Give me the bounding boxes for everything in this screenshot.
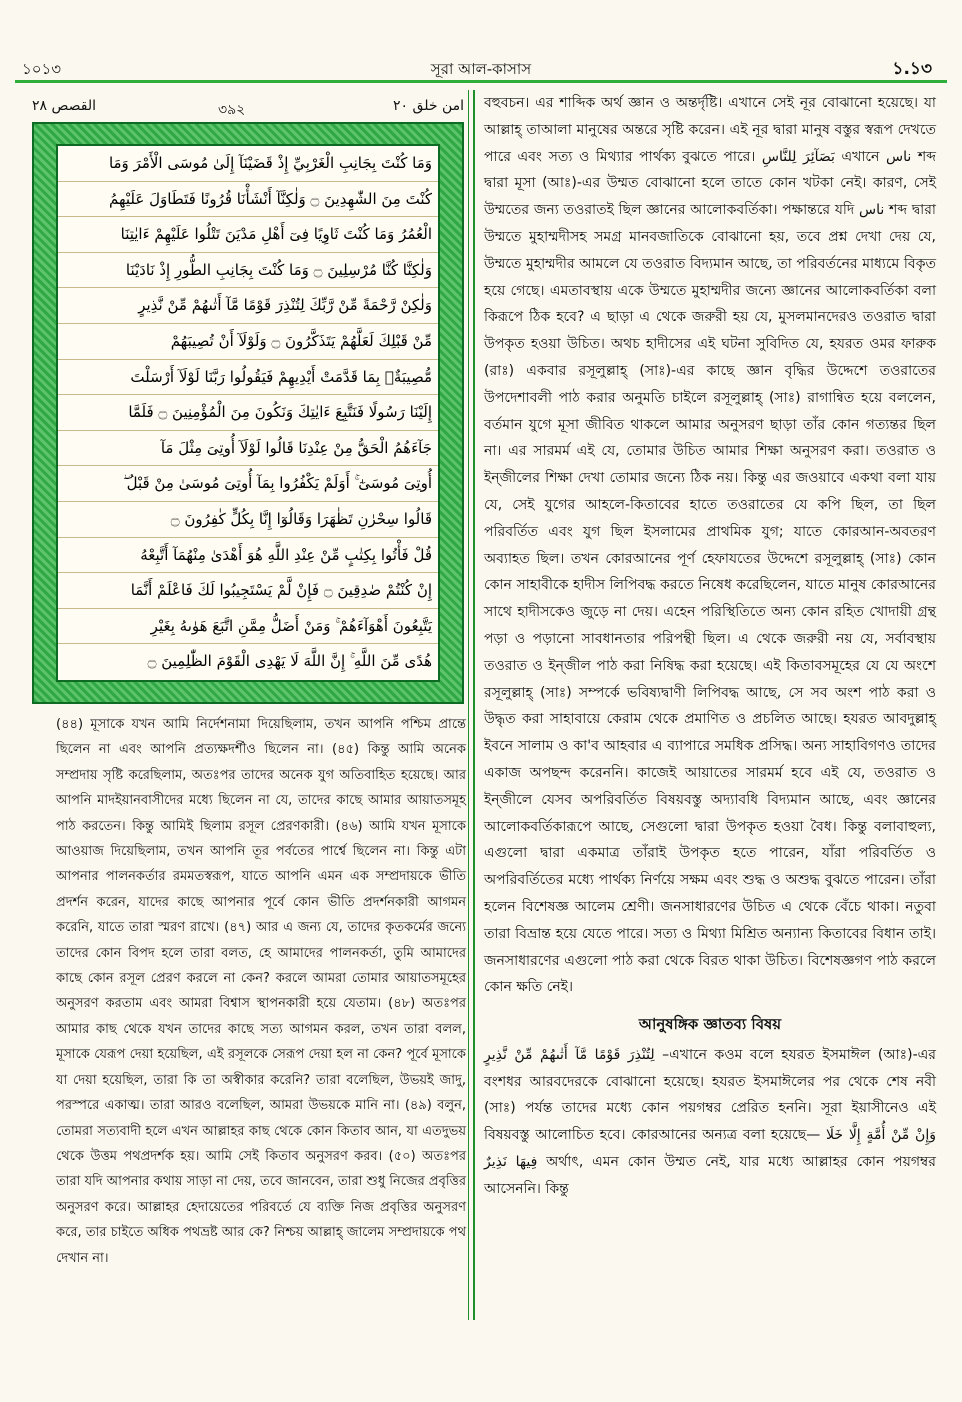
commentary-paragraph-2: لِتُنْذِرَ قَوْمًا مَّآ أَتٰىهُمْ مِّنْ نَّذِيرٍ –এখানে কওম বলে হযরত ইসমাঈল (আঃ)-এর বংশধর আরবদেরকে বোঝানো হয়েছে। হযরত ইসমাঈলের পর থেকে শেষ নবী (সাঃ) পর্যন্ত তাদের মধ্যে কোন পয়গম্বর প্রেরিত হননি। সূরা ইয়াসীনেও এই বিষয়বস্তু আলোচিত হবে। কোরআনের অন্যত্র বলা হয়েছে— وَإِنْ مِّنْ أُمَّةٍ إِلَّا خَلَا فِيهَا نَذِيرٌ অর্থাৎ, এমন কোন উম্মত নেই, যার মধ্যে আল্লাহর কোন পয়গম্বর আসেননি। কিন্তু [484,1046,937,1197]
arabic-line: وَلٰكِنْ رَّحْمَةً مِّنْ رَّبِّكَ لِتُنْذِرَ قَوْمًا مَّآ أَتٰىهُمْ مِّنْ نَّذِيرٍ [58,288,438,324]
arabic-line: يَتَّبِعُونَ أَهْوَآءَهُمْ ۚ وَمَنْ أَضَلُّ مِمَّنِ اتَّبَعَ هَوٰىهُ بِغَيْرِ [58,609,438,645]
arabic-line: قَالُوا سِحْرٰنِ تَظٰهَرَا وَقَالُوٓا إِنَّا بِكُلٍّ كٰفِرُونَ ۝ [58,502,438,538]
mushaf-juz-label: امن خلق ٢٠ [393,98,464,114]
header-divider [15,80,947,83]
arabic-line: وَلٰكِنَّا كُنَّا مُرْسِلِينَ ۝ وَمَا كُنْتَ بِجَانِبِ الطُّورِ إِذْ نَادَيْنَا [58,253,438,289]
arabic-line: أُوتِىَ مُوسَىٰٓ ۚ أَوَلَمْ يَكْفُرُوا بِمَآ أُوتِىَ مُوسَىٰ مِنْ قَبْلُ ۖ [58,466,438,502]
arabic-line: كُنْتَ مِنَ الشّٰهِدِينَ ۝ وَلٰكِنَّآ أَنْشَأْنَا قُرُونًا فَتَطَاوَلَ عَلَيْهِمُ [58,182,438,218]
arabic-line: مُّصِيبَةٌۢ بِمَا قَدَّمَتْ أَيْدِيهِمْ فَيَقُولُوا رَبَّنَا لَوْلَآ أَرْسَلْتَ [58,360,438,396]
page-number-right: ১.১৩ [892,59,932,79]
translation-text [56,712,466,1271]
arabic-line: هُدًى مِّنَ اللَّهِ ۚ إِنَّ اللَّهَ لَا يَهْدِى الْقَوْمَ الظّٰلِمِينَ ۝ [147,652,432,671]
column-divider [473,90,475,1320]
mushaf-header [32,98,464,120]
page-number-left: ১০১৩ [22,60,61,78]
quran-frame [32,122,464,704]
arabic-line: إِلَيْنَا رَسُولًا فَنَتَّبِعَ ءَايٰتِكَ وَنَكُونَ مِنَ الْمُؤْمِنِينَ ۝ فَلَمَّا [58,395,438,431]
mushaf-surah-label: القصص ٢٨ [32,98,97,114]
arabic-line: وَمَا كُنْتَ بِجَانِبِ الْغَرْبِيِّ إِذْ قَضَيْنَآ إِلَىٰ مُوسَى الْأَمْرَ وَمَا [58,146,438,182]
commentary-column [484,90,936,1203]
column-divider-thin [468,90,469,1320]
arabic-line: مِّنْ قَبْلِكَ لَعَلَّهُمْ يَتَذَكَّرُونَ ۝ وَلَوْلَآ أَنْ تُصِيبَهُمْ [58,324,438,360]
page-header [0,0,962,80]
quran-page [56,144,440,682]
arabic-line: جَآءَهُمُ الْحَقُّ مِنْ عِنْدِنَا قَالُوا لَوْلَآ أُوتِىَ مِثْلَ مَآ [58,431,438,467]
commentary-paragraph: বহুবচন। এর শাব্দিক অর্থ জ্ঞান ও অন্তর্দৃষ্টি। এখানে সেই নূর বোঝানো হয়েছে। যা আল্লাহ্ তাআলা মানুষের অন্তরে সৃষ্টি করেন। এই নূর দ্বারা মানুষ বস্তুর স্বরূপ দেখতে পারে এবং সত্য ও মিথ্যার পার্থক্য বুঝতে পারে। بَصَآئِرَ لِلنَّاسِ এখানে ناس শব্দ দ্বারা মূসা (আঃ)-এর উম্মত বোঝানো হলে তাতে কোন খটকা নেই। কারণ, সেই উম্মতের জন্য তওরাতই ছিল জ্ঞানের আলোকবর্তিকা। পক্ষান্তরে যদি ناس শব্দ দ্বারা উম্মতে মুহাম্মদীসহ সমগ্র মানবজাতিকে বোঝানো হয়, তবে প্রশ্ন দেখা দেয় যে, উম্মতে মুহাম্মদীর আমলে যে তওরাত বিদ্যমান আছে, তা পরিবর্তনের মাধ্যমে বিকৃত হয়ে গেছে। এমতাবস্থায় একে উম্মতে মুহাম্মদীর জন্যে জ্ঞানের আলোকবর্তিকা বলা কিরূপে ঠিক হবে? এ ছাড়া এ থেকে জরুরী হয় যে, মুসলমানদেরও তওরাত দ্বারা উপকৃত হওয়া উচিত। অথচ হাদীসের এই ঘটনা সুবিদিত যে, হযরত ওমর ফারুক (রাঃ) একবার রসূলুল্লাহ্ (সাঃ)-এর কাছে জ্ঞান বৃদ্ধির উদ্দেশে তওরাতের উপদেশাবলী পাঠ করার অনুমতি চাইলে রসূলুল্লাহ্ (সাঃ) রাগান্বিত হয়ে বললেন, বর্তমান যুগে মূসা জীবিত থাকলে আমার অনুসরণ ছাড়া তাঁর কোন গত্যন্তর ছিল না। এর সারমর্ম এই যে, তোমার উচিত আমার শিক্ষা অনুসরণ করা। তওরাত ও ইন্জীলের শিক্ষা দেখা তোমার জন্যে ঠিক নয়। কিন্তু এর জওয়াবে একথা বলা যায় যে, সেই যুগের আহলে-কিতাবের হাতে তওরাতের যে কপি ছিল, তা ছিল পরিবর্তিত এবং যুগ ছিল ইসলামের প্রাথমিক যুগ; যাতে কোরআন-অবতরণ অব্যাহত ছিল। তখন কোরআনের পূর্ণ হেফাযতের উদ্দেশে রসূলুল্লাহ্ (সাঃ) কোন কোন সাহাবীকে হাদীস লিপিবদ্ধ করতে নিষেধ করেছিলেন, যাতে মানুষ কোরআনের সাথে হাদীসকেও জুড়ে না দেয়। এহেন পরিস্থিতিতে অন্য কোন রহিত খোদায়ী গ্রন্থ পড়া ও পড়ানো সাবধানতার পরিপন্থী ছিল। এ থেকে জরুরী নয় যে, সর্বাবস্থায় তওরাত ও ইন্জীল পাঠ করা নিষিদ্ধ করা হয়েছে। এই কিতাবসমূহের যে যে অংশে রসূলুল্লাহ্ (সাঃ) সম্পর্কে ভবিষ্যদ্বাণী লিপিবদ্ধ আছে, সে সব অংশ পাঠ করা ও উদ্ধৃত করা সাহাবায়ে কেরাম থেকে প্রমাণিত ও প্রচলিত আছে। হযরত আবদুল্লাহ্ ইবনে সালাম ও কা'ব আহবার এ ব্যাপারে সমধিক প্রসিদ্ধ। অন্য সাহাবিগণও তাদের একাজ অপছন্দ করেননি। কাজেই আয়াতের সারমর্ম হবে এই যে, তওরাত ও ইন্জীলে যেসব অপরিবর্তিত বিষয়বস্তু অদ্যাবধি বিদ্যমান আছে, এবং জ্ঞানের আলোকবর্তিকারূপে আছে, সেগুলো দ্বারা উপকৃত হওয়া বৈধ। কিন্তু বলাবাহুল্য, এগুলো দ্বারা একমাত্র তাঁরাই উপকৃত হতে পারেন, যাঁরা পরিবর্তিত ও অপরিবর্তিতের মধ্যে পার্থক্য নির্ণয়ে সক্ষম এবং শুদ্ধ ও অশুদ্ধ বুঝতে পারেন। তাঁরা হলেন বিশেষজ্ঞ আলেম শ্রেণী। জনসাধারণের উচিত এ থেকে বেঁচে থাকা। নতুবা তারা বিভ্রান্ত হয়ে যেতে পারে। সত্য ও মিথ্যা মিশ্রিত অন্যান্য কিতাবের বিধান তাই। জনসাধারণের এগুলো পাঠ করা থেকে বিরত থাকা উচিত। বিশেষজ্ঞগণ পাঠ করলে কোন ক্ষতি নেই। [484,95,937,996]
surah-title: সূরা আল-কাসাস [430,60,532,78]
arabic-line: إِنْ كُنْتُمْ صٰدِقِينَ ۝ فَإِنْ لَّمْ يَسْتَجِيبُوا لَكَ فَاعْلَمْ أَنَّمَا [58,573,438,609]
section-subheading: আনুষঙ্গিক জ্ঞাতব্য বিষয় [638,1015,782,1034]
arabic-line: قُلْ فَأْتُوا بِكِتٰبٍ مِّنْ عِنْدِ اللَّهِ هُوَ أَهْدَىٰ مِنْهُمَآ أَتَّبِعْهُ [58,538,438,574]
translation-paragraph: (৪৪) মূসাকে যখন আমি নির্দেশনামা দিয়েছিলাম, তখন আপনি পশ্চিম প্রান্তে ছিলেন না এবং আপনি প্রত্যক্ষদর্শীও ছিলেন না। (৪৫) কিন্তু আমি অনেক সম্প্রদায় সৃষ্টি করেছিলাম, অতঃপর তাদের অনেক যুগ অতিবাহিত হয়েছে। আর আপনি মাদইয়ানবাসীদের মধ্যে ছিলেন না যে, তাদের কাছে আমার আয়াতসমূহ পাঠ করতেন। কিন্তু আমিই ছিলাম রসূল প্রেরণকারী। (৪৬) আমি যখন মূসাকে আওয়াজ দিয়েছিলাম, তখন আপনি তূর পর্বতের পার্শ্বে ছিলেন না। কিন্তু এটা আপনার পালনকর্তার রমমতস্বরূপ, যাতে আপনি এমন এক সম্প্রদায়কে ভীতি প্রদর্শন করেন, যাদের কাছে আপনার পূর্বে কোন ভীতি প্রদর্শনকারী আগমন করেনি, যাতে তারা স্মরণ রাখে। (৪৭) আর এ জন্য যে, তাদের কৃতকর্মের জন্যে তাদের কোন বিপদ হলে তারা বলত, হে আমাদের পালনকর্তা, তুমি আমাদের কাছে কোন রসূল প্রেরণ করলে না কেন? করলে আমরা তোমার আয়াতসমূহের অনুসরণ করতাম এবং আমরা বিশ্বাস স্থাপনকারী হয়ে যেতাম। (৪৮) অতঃপর আমার কাছ থেকে যখন তাদের কাছে সত্য আগমন করল, তখন তারা বলল, মূসাকে যেরূপ দেয়া হয়েছিল, এই রসূলকে সেরূপ দেয়া হল না কেন? পূর্বে মূসাকে যা দেয়া হয়েছিল, তারা কি তা অস্বীকার করেনি? তারা বলেছিল, উভয়ই জাদু, পরস্পরে একাত্ম। তারা আরও বলেছিল, আমরা উভয়কে মানি না। (৪৯) বলুন, তোমরা সত্যবাদী হলে এখন আল্লাহর কাছ থেকে কোন কিতাব আন, যা এতদুভয় থেকে উত্তম পথপ্রদর্শক হয়। আমি সেই কিতাব অনুসরণ করব। (৫০) অতঃপর তারা যদি আপনার কথায় সাড়া না দেয়, তবে জানবেন, তারা শুধু নিজের প্রবৃত্তির অনুসরণ করে। আল্লাহর হেদায়েতের পরিবর্তে যে ব্যক্তি নিজ প্রবৃত্তির অনুসরণ করে, তার চাইতে অধিক পথভ্রষ্ট আর কে? নিশ্চয় আল্লাহ্ জালেম সম্প্রদায়কে পথ দেখান না। [56,717,466,1266]
arabic-line: الْعُمُرُ وَمَا كُنْتَ ثَاوِيًا فِىٓ أَهْلِ مَدْيَنَ تَتْلُوا عَلَيْهِمْ ءَايٰتِنَا [58,217,438,253]
mushaf-page-number: ৩৯২ [218,102,246,118]
